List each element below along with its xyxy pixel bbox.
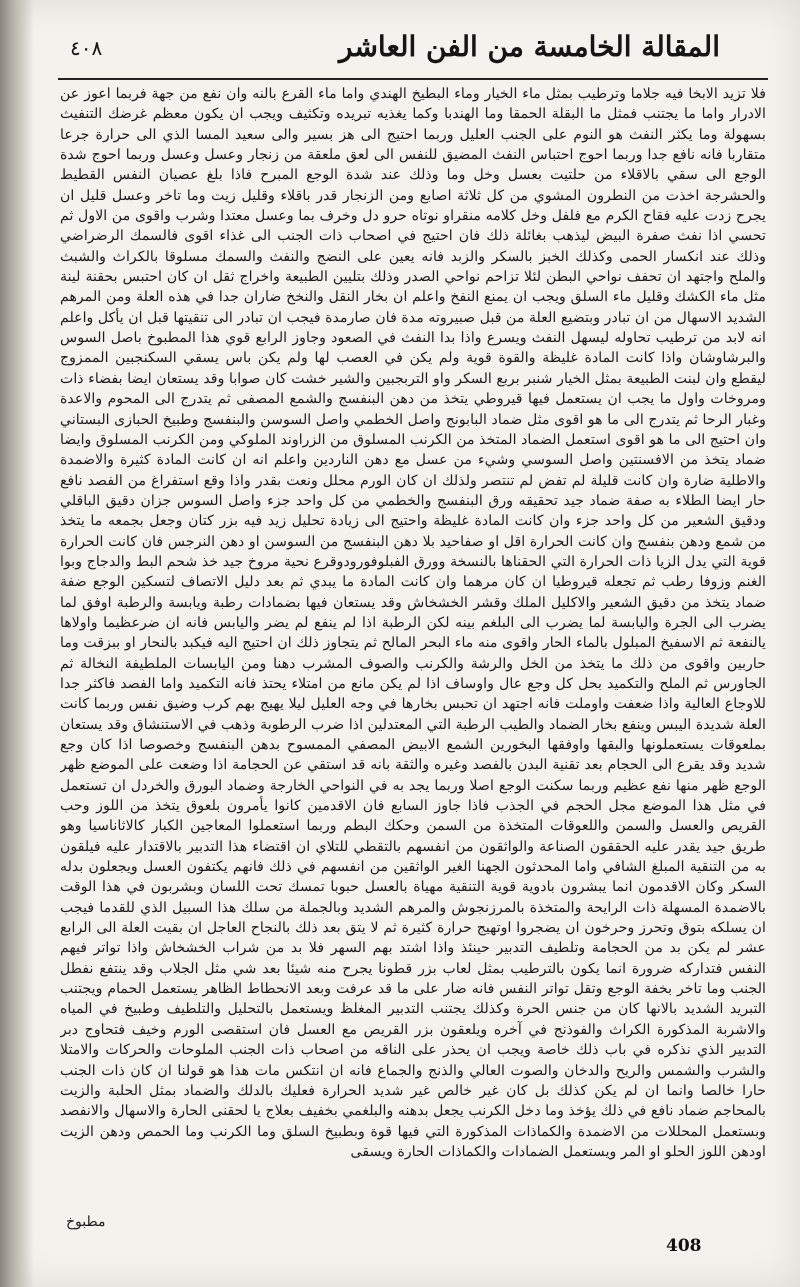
catchword: مطبوخ: [66, 1214, 106, 1230]
main-paragraph: فلا تزيد الابخا فيه جلاما وترطيب بمثل ماء الخيار وماء البطيخ الهندي واما ماء القرع بالنه وان نفع من جهة فربما اعوز عن الادرار واما ما يجتنب فمثل ما البقلة الحمقا وما الهندبا وكما يغذيه تبريده وتكثيف ويجب ان يكون معظم غرضك التنفيث بسهولة وما يكثر النفث هو النوم على الجنب العليل وربما احتيج الى هز بسير والى سعيد المسا الذي الى حرارة جرعا متقاربا فانه نافع جدا وربما احوج احتباس النفث المضيق للنفس الى لعق ملعقة من زنجار وعسل وعسل وربما احوج شدة الوجع الى سقي بالاقلاء من حلتيت بعسل وخل وما وذلك عند شدة الوجع المبرح فاذا بلغ عصيان النفس القطيط والحشرجة اخذت من النطرون المشوي من كل ثلاثة اصابع ومن الزنجار قدر باقلاء وقليل زيت وما تاخر وعسل قليل ان يجرح زدت عليه فقاح الكرم مع فلفل وخل كلامه منقراو نوتاه حرو دل وخرف بما وعسل معتدا وشرب واقوى من الاول ثم تحسي اذا نفث صفرة البيض ليذهب بغائلة ذلك فان احتيج في اصحاب ذات الجنب الى غذاء اقوى فالسمك الرضراضي وذلك عند انكسار الحمى وكذلك الخبز بالسكر والزبد فانه يعين على النضج والنفث والسمك مسلوقا بالكراث والشبث والملح واجتهد ان تحفف نواحي البطن لئلا تزاحم نواحي الصدر وذلك بتليين الطبيعة واخراج ثقل ان كان احتبس بحقنة لينة مثل ماء الكشك وقليل ماء السلق ويجب ان يمنع النفخ واعلم ان بخار النقل والنخخ ضاران جدا في هذه العلة ومن المرهم الشديد الاسهال من ان تبادر وبتضيع العلة من قبل صبيروته مدة فان صارمدة فيجب ان تبادر الى تنقيتها قبل ان يأكل واعلم انه لابد من ترطيب تحاوله ليسهل النفث ويسرع واذا بدا النفث في الصعود وجاوز الرابع قوي هذا المطبوخ باصل السوس والبرشاوشان واذا كانت المادة غليظة والقوة قوية ولم يكن في العصب لها ولم يكن باس يسقي السكنجبين الممزوج ليقطع وان لبنت الطبيعة بمثل الخيار شنبر بربع السكر واو التربجبين والشير خشت كان صوابا وقد يستعان ايضا بفضاء ذات ومروخات واول ما يجب ان يستعمل فيها قيروطي يتخذ من دهن البنفسج والشمع المصفى ثم يتدرج الى المحوم والاعدة وغبار الرحا ثم يتدرج الى ما هو اقوى مثل ضماد البابونج واصل الخطمي واصل السوسن والبنفسج وطبيخ الحبازى البستاني وان احتيج الى ما هو اقوى استعمل الضماد المتخذ من الكرنب المسلوق من الزراوند الملوكي ومن الكرنب المسلوق وايضا ضماد يتخذ من الافسنتين واصل السوسي وشيء من عسل مع دهن الناردين واعلم انه ان كانت المادة كثيرة والاضمدة والاطلية ضارة وان كانت قليلة لم تفض لم تنتصر ولذلك ان كان الورم محلل ونعت بقدر واذا وقع استفراغ من الفصد نافع حار ايضا الطلاء به صفة ضماد جيد تحقيقه ورق البنفسج والخطمي من كل واحد جزء واصل السوس جزان دقيق الباقلي ودقيق الشعير من كل واحد جزء وان كانت المادة غليظة واحتيج الى زيادة تحليل زيد فيه بزر كتان وجعل بجمعه ما يتخذ من شمع ودهن بنفسج وان كانت الحرارة اقل او صفاحيد بلا دهن البنفسج من السوسن او دهن النرجس فان كانت الحرارة قوية التي يدل الزيا ذات الحرارة التي الحقناها بالنسخة وورق الفبلوفورودوقرع نحية مروخ جيد خذ شحم البط والدجاج وبوا الغنم وزوفا رطب ثم تجعله قيروطيا ان كان مرهما وان كانت المادة ما يبدي ثم بعد دليل الاتصاف لتسكين الوجع ضفة ضماد يتخذ من دقيق الشعير والاكليل الملك وقشر الخشخاش وقد يستعان فيها بضمادات رطبة ويابسة والرطبة اوفق لما يضرب الى الجرة واليابسة لما يضرب الى البلغم بينه لكن الرطبة اذا لم ينفع لم يضر واليابس فانه ان ضرعظيما واولاها يالنفعة ثم الاسفيخ المبلول بالماء الحار واقوى منه ماء البحر المالح ثم يتجاوز ذلك ان احتيج اليه فيكبد بالنحار او ببزقت وما حاربين واقوى من ذلك ما يتخذ من الخل والرشة والكرنب والصوف المشرب دهنا ومن اليابسات الملطيفة النخالة ثم الجاورس ثم الملح والتكميد بحل كل وجع عال واوساف اذا لم يكن مانع من امتلاء يحتذ فانه التكميد واما الفصد فاكثر جدا للاوجاع العالية واذا ضعفت واوملت فانه اجتهد ان تحبس بخارها في وجه العليل ليلا يهيج بهم كرب وضيق نفس وربما كانت العلة شديدة اليبس وينفع بخار الضماد والطيب الرطبة التي المعتدلين اذا ضرب الرطوبة وذهب في الاستنشاق وقد يستعان بملعوقات يستعملونها والبقها واوفقها البخورين الشمع الابيض المصفي الممسوح بدهن البنفسج وخصوصا اذا كان وجع شديد وقد يقرع الى الحجام بعد تقنية البدن بالفصد وغيره والثقة بانه قد استقي عن الحجامة اذا وضعت على الموضع ظهر الوجع ظهر منها نفع عظيم وربما سكنت الوجع اصلا وربما يجد به في النواحي الخارجة وضماد البورق والخردل ان تستعمل في مثل هذا الموضع مجل الحجم في الجذب فاذا جاوز السابع فان الاقدمين كانوا يأمرون بلعوق يتخذ من اللوز وحب القريص والعسل والسمن واللعوقات المتخذة من السمن وحكك البطم وربما استعملوا المعاجين الكبار كالاثاناسيا وهو طريق جيد يقدر عليه الحققون الصناعة والواثقون من انفسهم بالتقطي للتلاي ان اقتضاء هذا التدبير بالاقتدار عليه فيلقون به من التنقية المبلغ الشافي واما المحدثون الجهنا الغير الواثقين من انفسهم في ذلك فانهم يكتفون العسل ويجعلون بدله السكر وكان الاقدمون انما يبشرون بادوية قوية التنقية مهياة بالعسل حبوبا تمسك تحت اللسان وبشربون في هذا الوقت بالاضمدة المسهلة ذات الرايحة والمتخذة بالمرزنجوش والمرهم الشديد وبالجملة من سلك هذا السبيل الذي للقدما فيجب ان يسلكه بتوق وتحرز وحرخون ان يضجروا اوتهيج حرارة كثيرة ثم لا يتق بعد ذلك بالنجاح العاجل ان بقيت العلة الى الرابع عشر لم يكن بد من الحجامة وتلطيف التدبير حينئذ واذا اشتد بهم السهر فلا بد من شراب الخشخاش واذا تواتر فيهم النفس فتداركه ضرورة انما يكون بالترطيب بمثل لعاب بزر قطونا يجرح منه شيئا بعد شي مثل الجلاب وقد ينتفع نفطل الجنب وما تاخر بخفة الوجع وتقل تواتر النفس فانه ضار على ما قد عرفت وبعد الانحطاط الظاهر يستعمل الحمام ويجتنب التبريد الشديد بالانها كان من جنس الحرة وكذلك يجتنب التدبير المغلظ ويستعمل بالتحليل والتلطيف وطبيخ في المياه والاشربة المذكورة الكراث والفوذنج في آخره ويلعقون بزر القريص مع العسل فان استقصى الورم وخيف فتحاوج دبر التدبير الذي نذكره في باب ذلك خاصة ويجب ان يحذر على الناقه من اصحاب ذات الجنب الملوحات والحركات والامتلا والشرب والشمس والريح والدخان والصوت العالي والذنج والجماع فانه ان انتكس مات هذا هو قولنا ان كان ذات الجنب حارا خالصا وانما ان لم يكن كذلك بل كان غير خالص غير شديد الحرارة فعليك بالدلك والضماد بمثل الحلبة والزيت بالمحاجم ضماد نافع في ذلك يؤخذ وما دخل الكرنب يجعل بدهنه والبلغمي بخفيف بعلاج يا لحقنى الحارة والاسهال والانفصد وبستعمل المحللات من الاضمدة والكماذات المذكورة التي فيها قوة وبطبيخ السلق وما الكرنب وما الحمص ودهن الزيت اودهن اللوز الحلو او المر ويستعمل الضمادات والكماذات الحارة ويسقى: [60, 86, 766, 1160]
header-rule: [58, 78, 768, 80]
running-header: [60, 30, 760, 70]
main-text-block: [60, 84, 766, 1212]
folio-number: 408: [666, 1236, 702, 1256]
binding-shadow: [0, 0, 34, 1287]
running-title: المقالة الخامسة من الفن العاشر: [339, 30, 720, 63]
header-page-number: ٤٠٨: [70, 36, 103, 60]
